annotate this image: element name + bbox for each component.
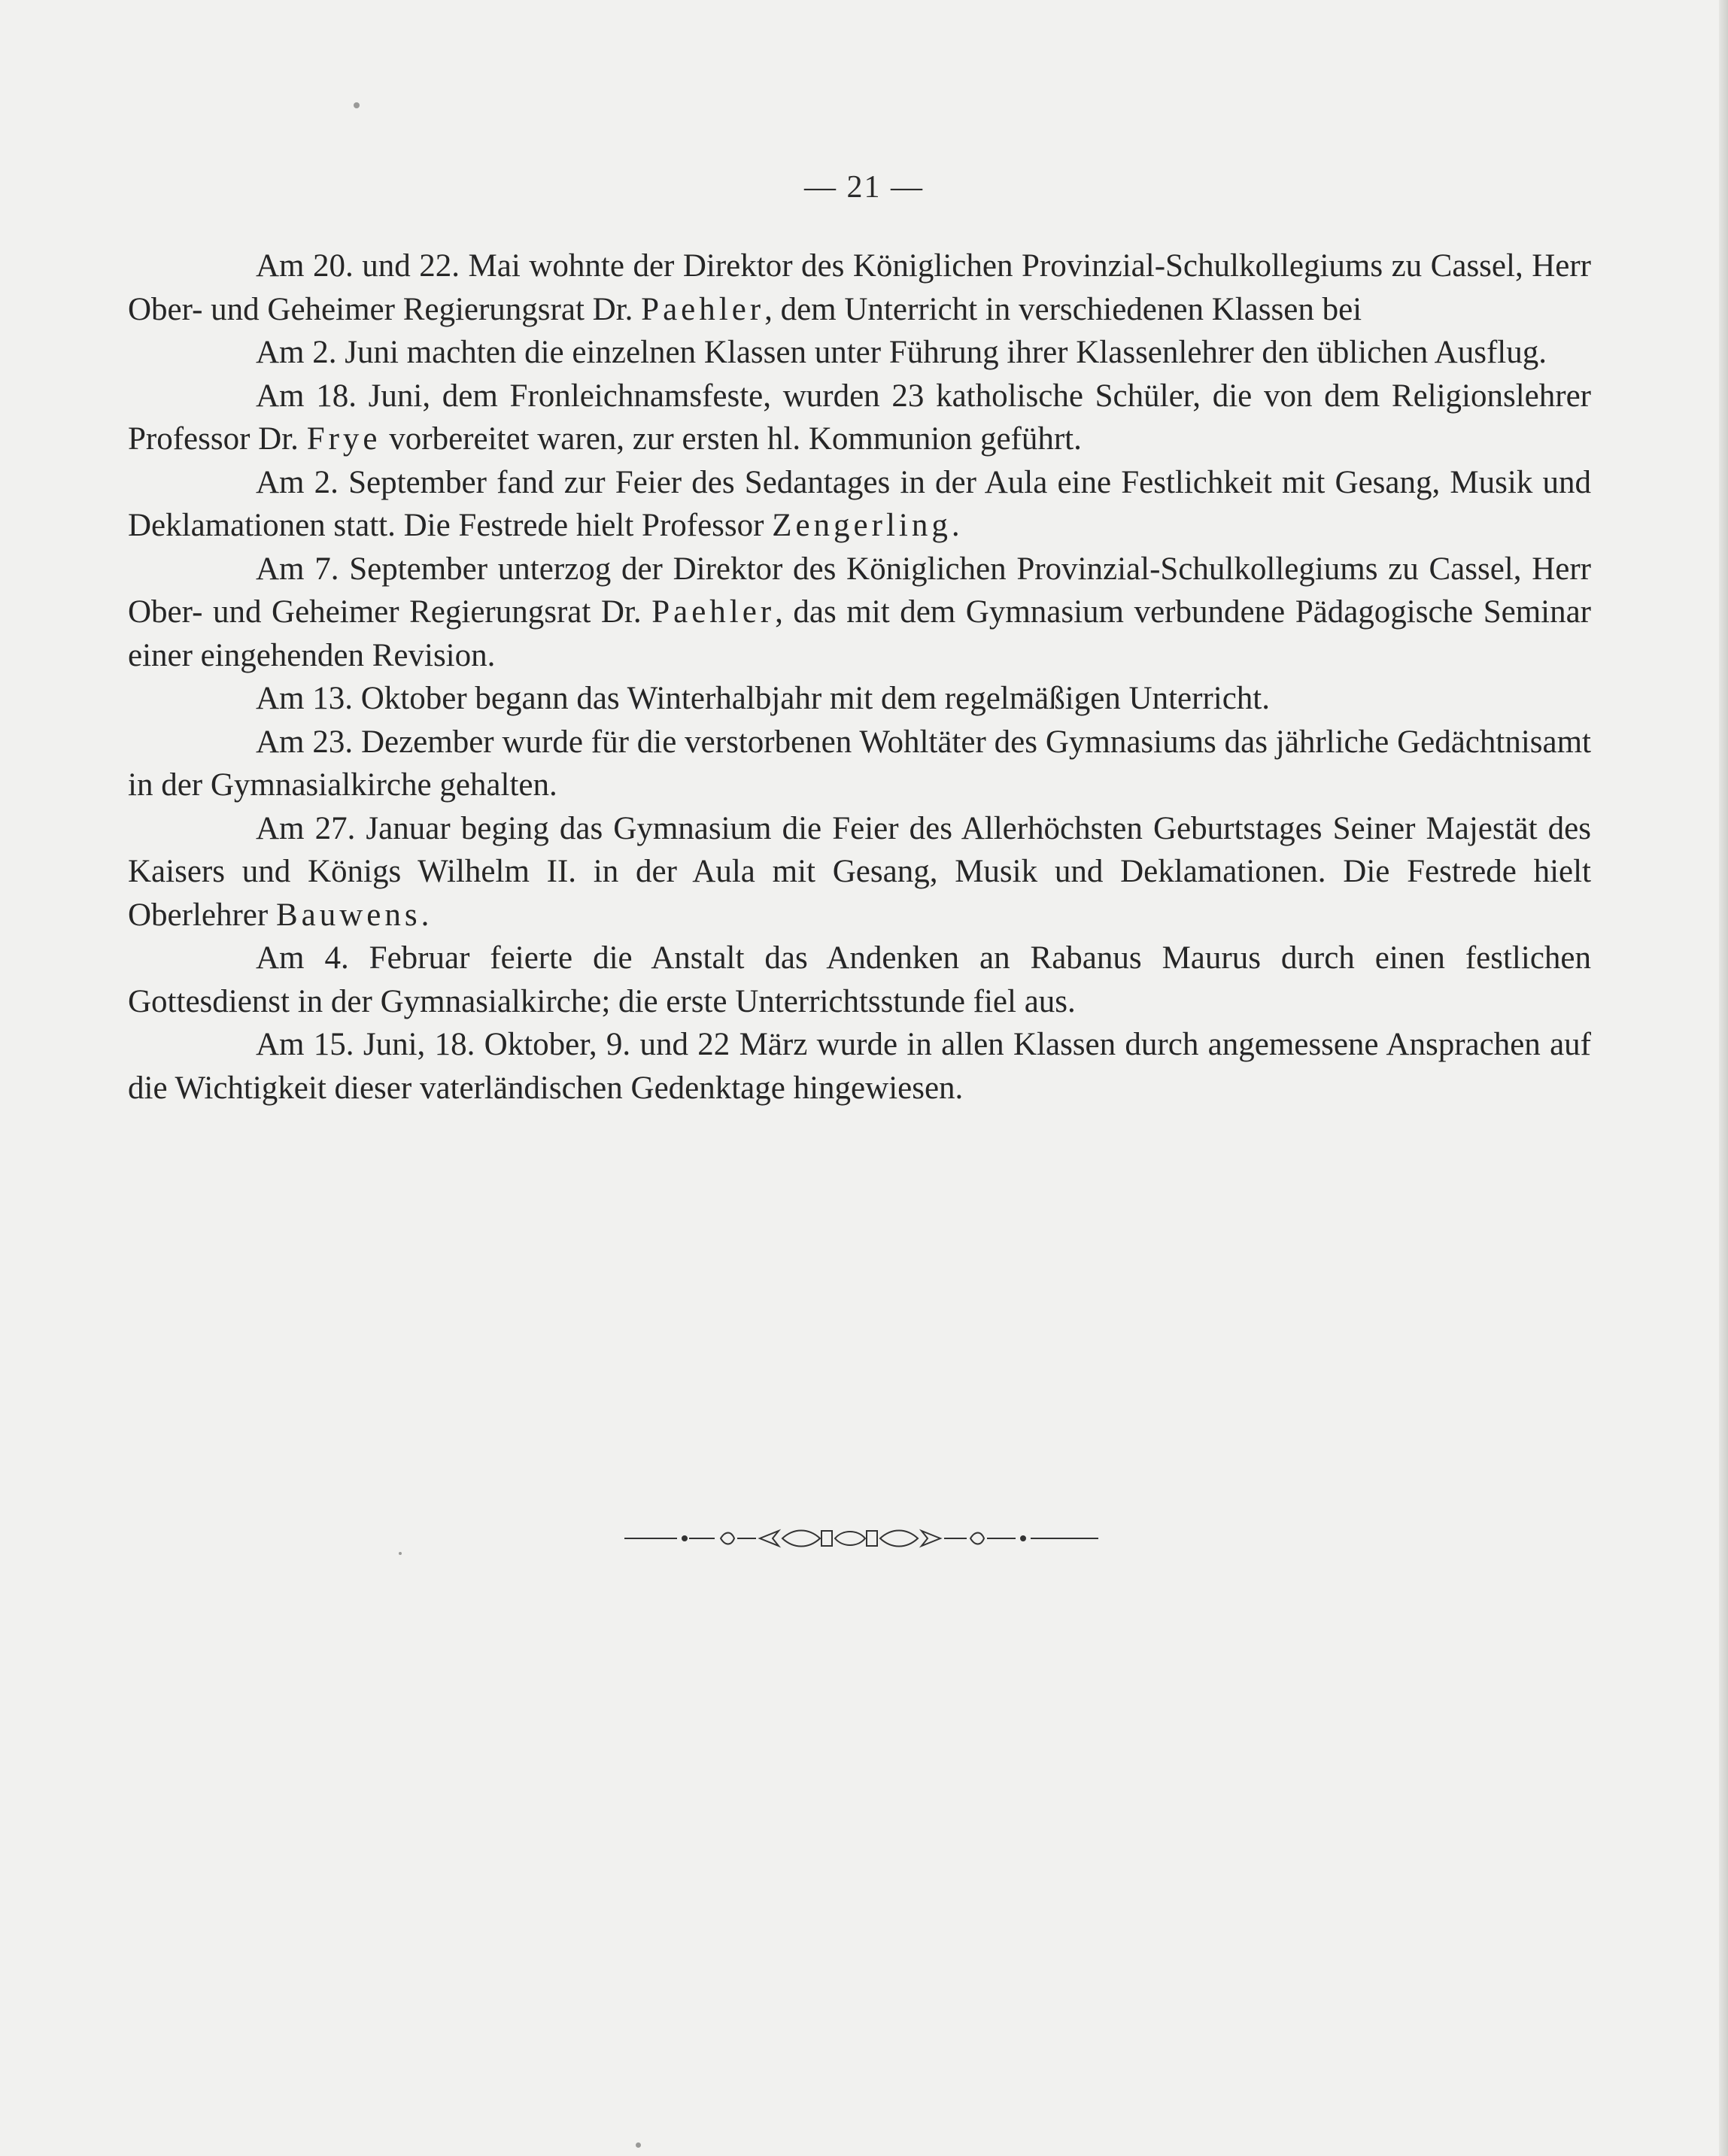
paragraph — [128, 677, 1591, 721]
paragraph — [128, 244, 1591, 331]
text-segment: Am 15. Juni, 18. Oktober, 9. und 22 März wurde in allen Klassen durch angemessene Ansprachen auf die Wichtigkeit dieser vaterländischen Gedenktage hingewiesen. — [128, 1027, 1591, 1106]
text-segment: , das mit dem Gymnasium verbundene Pädagogische Seminar einer eingehenden Revision. — [128, 594, 1591, 673]
spaced-name: Zengerling — [772, 508, 952, 543]
text-segment: vorbereitet waren, zur ersten hl. Kommunion geführt. — [381, 421, 1082, 457]
paragraph — [128, 807, 1591, 937]
scan-speck — [399, 1552, 402, 1555]
spaced-name: Bauwens — [275, 897, 421, 933]
text-segment: Am 27. Januar beging das Gymnasium die Feier des Allerhöchsten Geburtstages Seiner Majestät des Kaisers und Königs Wilhelm II. in der Aula mit Gesang, Musik und Deklamationen. Die Festrede hielt Oberlehrer — [128, 810, 1591, 933]
paragraph — [128, 1023, 1591, 1110]
text-segment: Am 20. und 22. Mai wohnte der Direktor des Königlichen Provinzial-Schulkollegiums zu Cassel, Herr Ober- und Geheimer Regierungsrat Dr. — [128, 248, 1591, 327]
text-segment: . — [951, 508, 960, 543]
paragraph — [128, 548, 1591, 678]
spaced-name: Frye — [306, 421, 381, 457]
text-segment: . — [421, 897, 430, 933]
decorative-divider-icon — [624, 1523, 1098, 1553]
spaced-name: Paehler — [641, 291, 765, 327]
paragraph — [128, 375, 1591, 461]
text-segment: Am 7. September unterzog der Direktor des Königlichen Provinzial-Schulkollegiums zu Cassel, Herr Ober- und Geheimer Regierungsrat Dr. — [128, 551, 1591, 630]
paragraph — [128, 331, 1591, 375]
paragraph — [128, 461, 1591, 548]
body-text — [128, 244, 1591, 1110]
spaced-name: Paehler — [651, 594, 776, 630]
text-segment: Am 2. Juni machten die einzelnen Klassen unter Führung ihrer Klassenlehrer den üblichen Ausflug. — [256, 335, 1547, 370]
text-segment: , dem Unterricht in verschiedenen Klassen bei — [764, 291, 1362, 327]
page-edge — [1719, 0, 1728, 2156]
text-segment: Am 13. Oktober begann das Winterhalbjahr mit dem regelmäßigen Unterricht. — [256, 681, 1270, 716]
paragraph — [128, 937, 1591, 1023]
paragraph — [128, 721, 1591, 807]
text-segment: Am 23. Dezember wurde für die verstorbenen Wohltäter des Gymnasiums das jährliche Gedächtnisamt in der Gymnasialkirche gehalten. — [128, 724, 1591, 803]
scan-speck — [636, 2142, 641, 2148]
text-segment: Am 4. Februar feierte die Anstalt das Andenken an Rabanus Maurus durch einen festlichen Gottesdienst in der Gymnasialkirche; die erste Unterrichtsstunde fiel aus. — [128, 940, 1591, 1019]
page-number: — 21 — — [804, 170, 924, 205]
scan-speck — [354, 102, 360, 108]
text-segment: Am 18. Juni, dem Fronleichnamsfeste, wurden 23 katholische Schüler, die von dem Religionslehrer Professor Dr. — [128, 378, 1591, 457]
text-segment: Am 2. September fand zur Feier des Sedantages in der Aula eine Festlichkeit mit Gesang, Musik und Deklamationen statt. Die Festrede hielt Professor — [128, 464, 1591, 543]
